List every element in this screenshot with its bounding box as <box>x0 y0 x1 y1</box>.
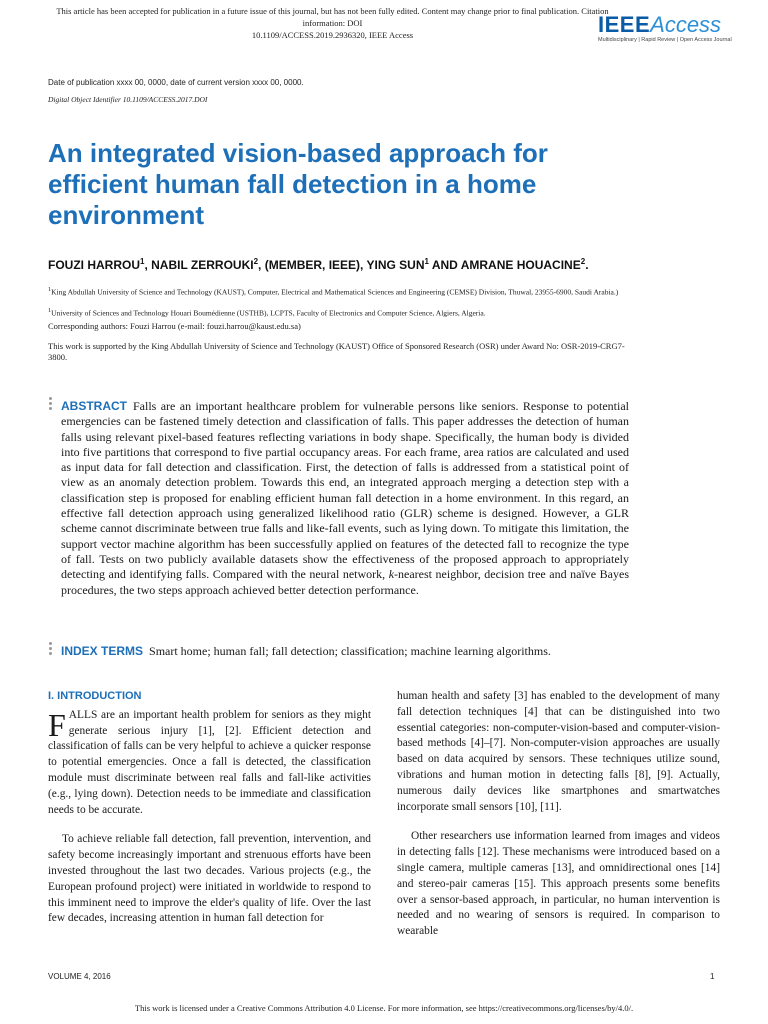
author-affil-mark: 1 <box>424 257 429 266</box>
publication-notice <box>40 5 625 41</box>
paragraph <box>48 708 371 819</box>
publication-notice-line1: This article has been accepted for publication in a future issue of this journal, but has not been fully edited. Content may change prior to final publication. Citation information: DOI <box>56 6 609 28</box>
abstract-label: ABSTRACT <box>61 399 127 413</box>
paragraph: To achieve reliable fall detection, fall prevention, intervention, and safety become increasingly important and strenuous efforts have been invested throughout the last two decades. Various projects (e.g., the European profound project) were initiated in worldwide to respond to this imminent need to improve the elder's quality of life. Over the last few decades, increasing attention in human fall detection for <box>48 833 371 925</box>
section-heading: I. INTRODUCTION <box>48 690 142 702</box>
abstract-text-end: -nearest neighbor, decision tree and naïve Bayes procedures, the two steps approach achieved better detection performance. <box>61 567 629 597</box>
paragraph: human health and safety [3] has enabled to the development of many fall detection techniques [4] that can be distinguished into two essential categories: non-computer-vision-based and computer-vision-based methods [4]–[7]. Non-computer-vision approaches are usually based on data acquired by sensors. These techniques utilize sound, vibrations and human motion in detecting falls [8], [9]. Actually, numerous daily devices like smartphones and smartwatches incorporate small sensors [10], [11]. <box>397 690 720 813</box>
abstract <box>61 399 629 598</box>
index-terms-text: Smart home; human fall; fall detection; classification; machine learning algorithms. <box>149 644 551 658</box>
body-column-right <box>397 689 720 940</box>
affiliation-mark: 1 <box>48 286 52 293</box>
logo-tagline: Multidisciplinary | Rapid Review | Open Access Journal <box>598 37 732 43</box>
page-number: 1 <box>710 972 715 981</box>
author-name: , (MEMBER, IEEE), YING SUN <box>258 258 425 272</box>
paragraph: Other researchers use information learned from images and videos in detecting falls [12]. These mechanisms were introduced based on a single camera, multiple cameras [13], and omnidirectional ones [14] and stereo-pair cameras [15]. This approach presents some benefits over a sensor-based approach, in particular, no human intervention is needed and no wearing of sensors is required. In comparison to wearable <box>397 830 720 938</box>
doi-line: Digital Object Identifier 10.1109/ACCESS.2017.DOI <box>48 95 208 104</box>
index-terms <box>61 644 661 659</box>
funding-statement: This work is supported by the King Abdullah University of Science and Technology (KAUST) Office of Sponsored Research (OSR) under Award No: OSR-2019-CRG7-3800. <box>48 341 625 362</box>
corresponding-author: Corresponding authors: Fouzi Harrou (e-mail: fouzi.harrou@kaust.edu.sa) <box>48 321 301 331</box>
paragraph-text: ALLS are an important health problem for seniors as they might generate serious injury [1], [2]. Efficient detection and classification of falls can be very helpful to achieve a quicker response to potential emergencies. Once a fall is detected, the classification module must discriminate between real falls and fall-like activities (e.g., lying down). Detection needs to be immediate and classification needs to be accurate. <box>48 708 371 816</box>
affiliation <box>48 306 668 319</box>
author-affil-mark: 2 <box>253 257 259 266</box>
abstract-text: Falls are an important healthcare problem for vulnerable persons like seniors. Response to potential emergencies can be fastened timely detection and classification of falls. This paper addresses the detection of human falls using relevant pixel-based features reflecting variations in body shape. Specifically, the human body is divided into five partitions that correspond to five partial occupancy areas. For each frame, area ratios are calculated and used as input data for fall detection and classification. First, the detection of falls is addressed from a statistical point of view as an anomaly detection problem. Towards this end, an integrated approach merging a detection step with a classification step is proposed for enabling efficient human fall detection in a home environment. In this regard, an effective fall detection approach using generalized likelihood ratio (GLR) scheme is designed. However, a GLR scheme cannot discriminate between true falls and like-fall events, such as lying down. To mitigate this limitation, the support vector machine algorithm has been successfully applied on features of the detected fall to recognize the type of fall. Tests on two publicly available datasets show the effectiveness of the proposed approach to appropriately detecting and identifying falls. Compared with the neural network, <box>61 399 629 582</box>
logo-ieee-text: IEEE <box>598 12 651 37</box>
affiliation <box>48 285 668 298</box>
author-affil-mark: 2 <box>580 257 586 266</box>
author-name: , NABIL ZERROUKI <box>144 258 254 272</box>
paper-title: An integrated vision-based approach for efficient human fall detection in a home environment <box>48 138 548 230</box>
publication-date: Date of publication xxxx 00, 0000, date of current version xxxx 00, 0000. <box>48 78 304 87</box>
author-affil-mark: 1 <box>140 257 145 266</box>
volume-label: VOLUME 4, 2016 <box>48 972 111 981</box>
index-terms-label: INDEX TERMS <box>61 644 144 658</box>
ieee-access-logo <box>598 12 732 52</box>
author-list <box>48 254 688 273</box>
affiliation-text: King Abdullah University of Science and Technology (KAUST), Computer, Electrical and Mathematical Sciences and Engineering (CEMSE) Division, Thuwal, 23955-6900, Saudi Arabia.) <box>51 287 619 297</box>
index-terms-marker-icon <box>49 642 53 657</box>
license-notice: This work is licensed under a Creative Commons Attribution 4.0 License. For more information, see https://creativecommons.org/licenses/by/4.0/. <box>134 1003 634 1013</box>
affiliation-mark: 1 <box>48 307 52 314</box>
abstract-marker-icon <box>49 397 53 412</box>
author-name: AND AMRANE HOUACINE <box>428 258 581 272</box>
logo-access-text: Access <box>650 12 722 37</box>
publication-notice-line2: 10.1109/ACCESS.2019.2936320, IEEE Access <box>251 30 414 40</box>
body-column-left <box>48 689 371 927</box>
author-list-end: . <box>585 258 589 272</box>
abstract-k-italic: k <box>388 567 395 582</box>
author-name: FOUZI HARROU <box>48 258 140 272</box>
affiliation-text: University of Sciences and Technology Houari Boumédienne (USTHB), LCPTS, Faculty of Electronics and Computer Science, Algiers, Algeria. <box>51 308 486 318</box>
drop-cap: F <box>48 706 66 743</box>
